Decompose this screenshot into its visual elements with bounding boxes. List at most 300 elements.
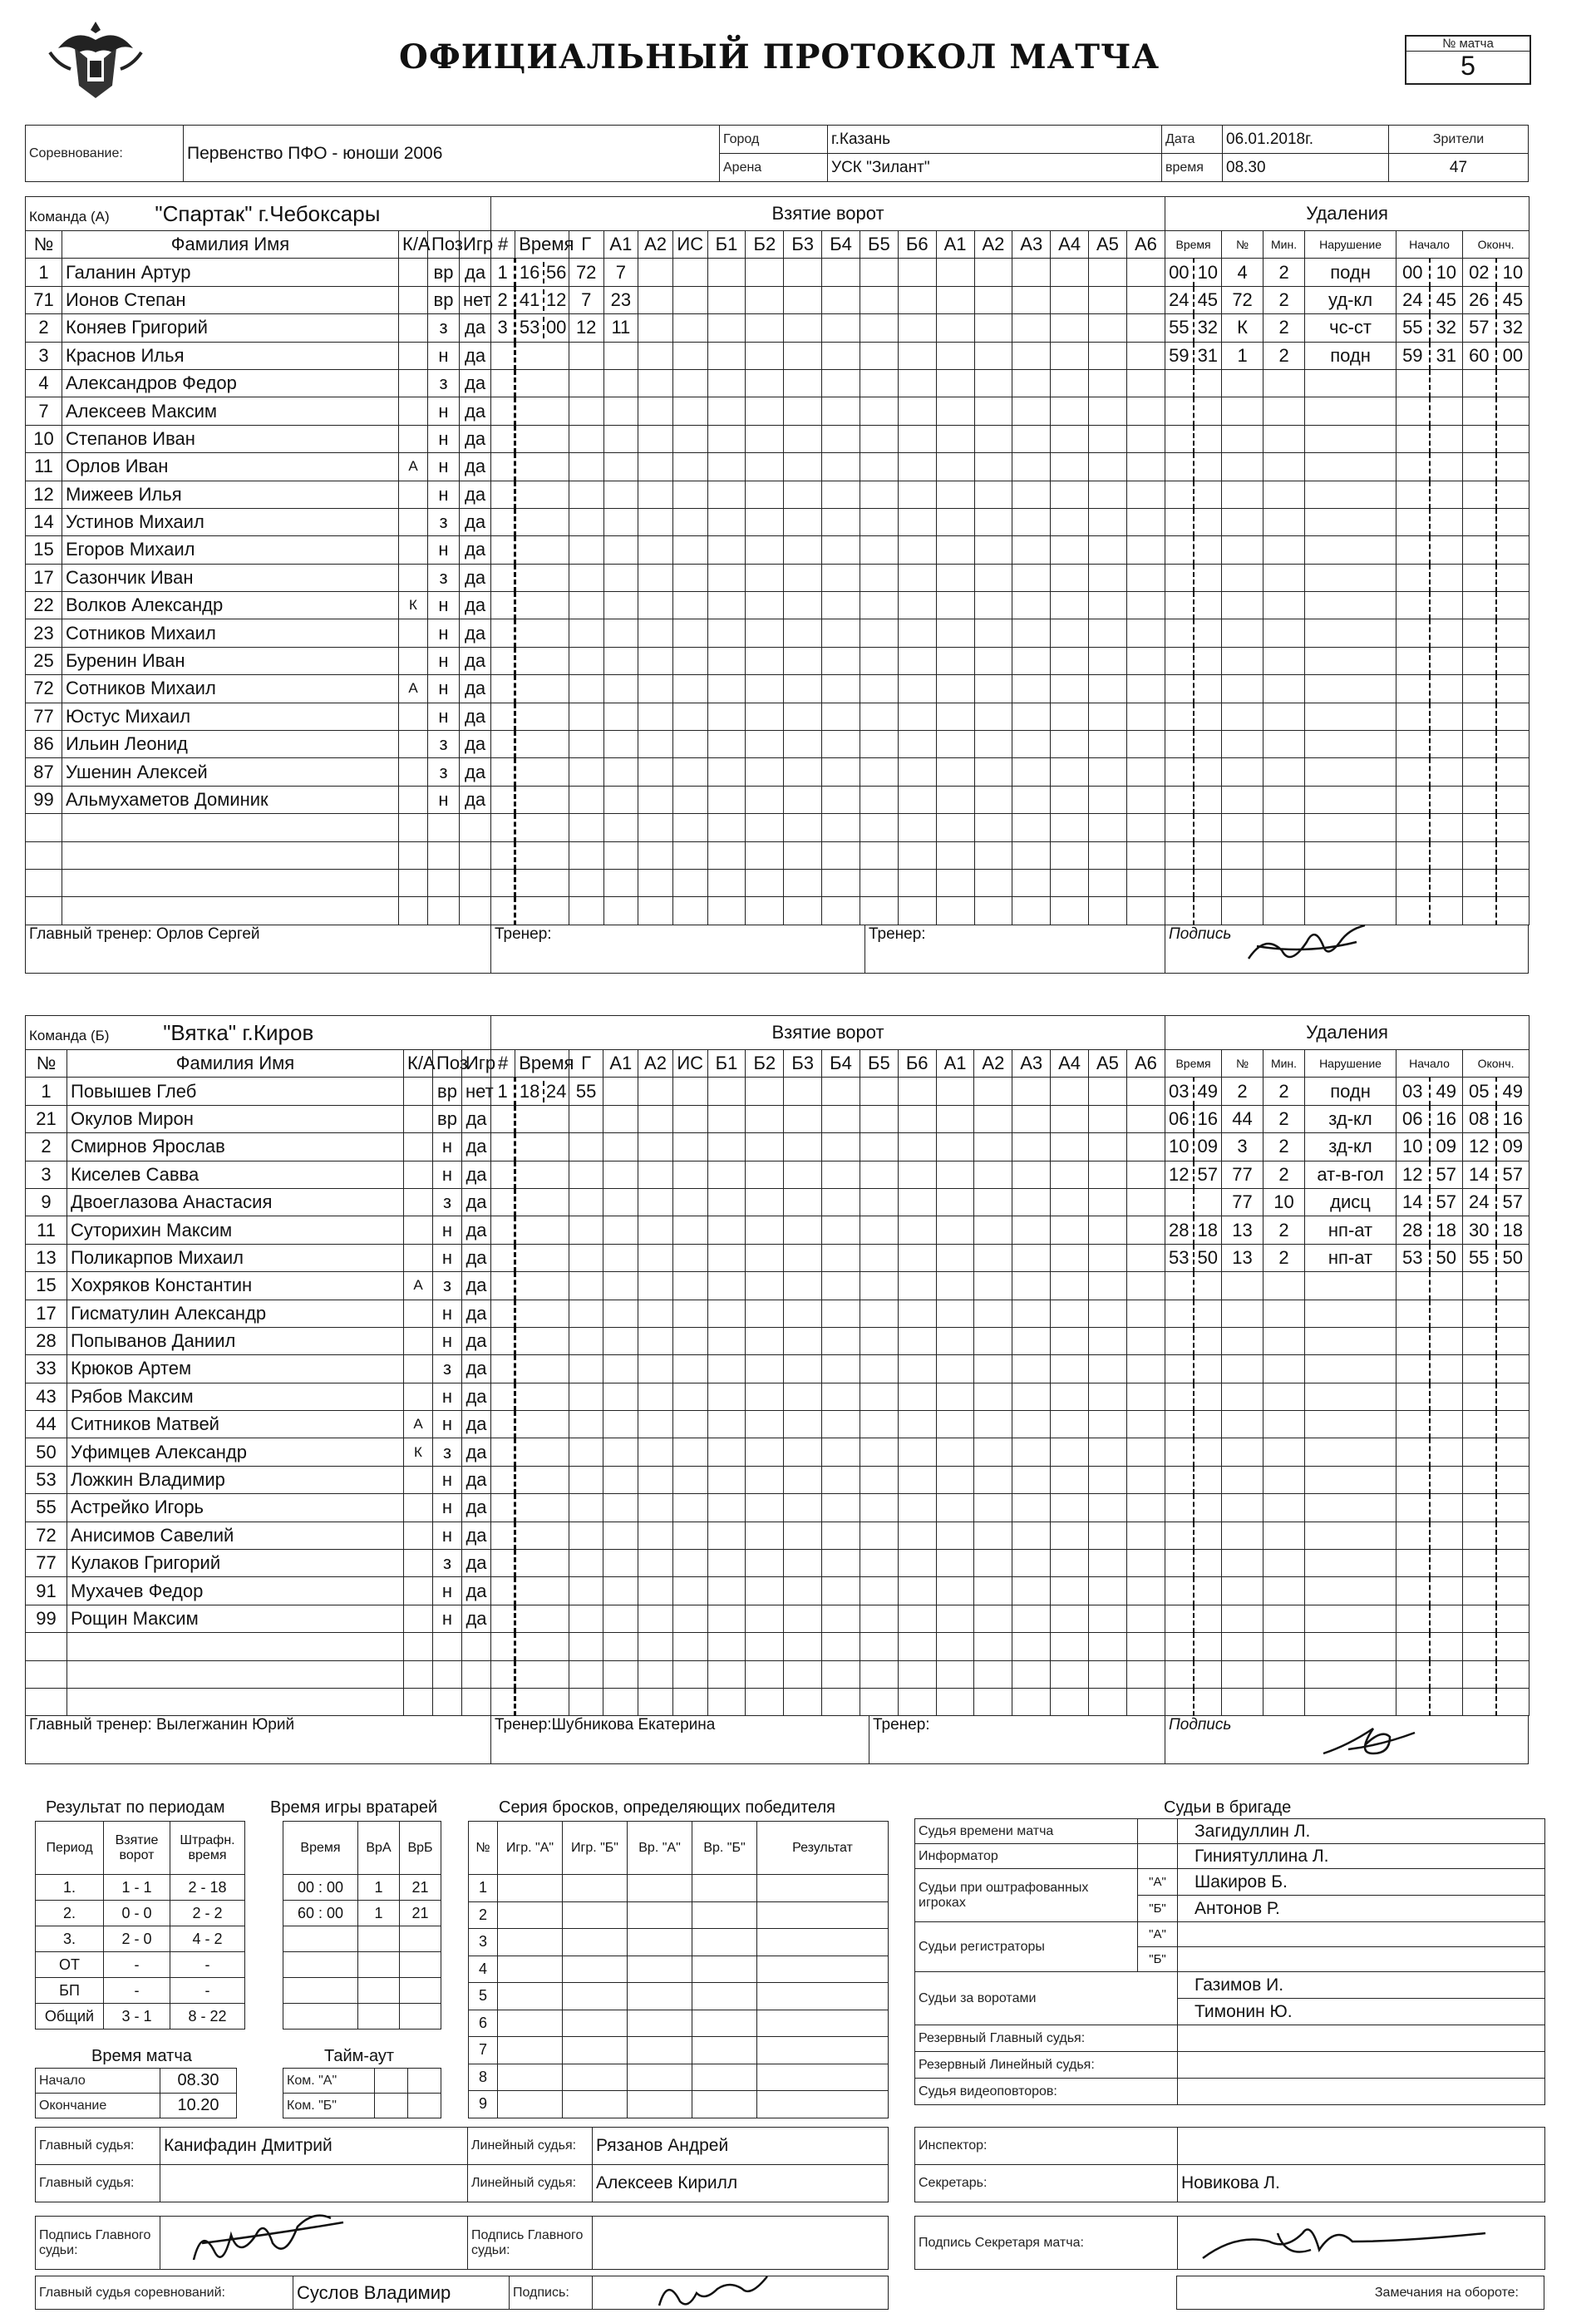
penalty-cell: [1430, 1522, 1463, 1549]
official-role: Судьи регистраторы: [915, 1922, 1138, 1972]
player-played: да: [462, 1383, 491, 1410]
penalty-cell: [1305, 758, 1396, 786]
goal-cell: [515, 841, 569, 869]
official-name: [1178, 1947, 1545, 1972]
penalty-cell: [1222, 869, 1264, 896]
goal-cell: [603, 1522, 638, 1549]
penalty-cell: [1463, 1688, 1496, 1715]
penalty-cell: [1496, 1633, 1530, 1660]
goal-cell: [974, 758, 1012, 786]
penalty-cell: [1194, 1633, 1222, 1660]
goal-cell: [603, 1300, 638, 1327]
penalty-row: [1165, 592, 1530, 619]
penalty-cell: [1194, 897, 1222, 925]
goal-cell: [898, 1494, 936, 1522]
goal-cell: [936, 259, 974, 286]
goal-cell: [603, 1133, 638, 1161]
goal-cell: [1051, 314, 1089, 342]
player-position: з: [433, 1272, 462, 1300]
penalty-cell: [1496, 841, 1530, 869]
goal-cell: [974, 453, 1012, 481]
goal-cell: [707, 1244, 746, 1271]
shootout-cell: [498, 1929, 563, 1956]
col-pim: Штрафн. время: [170, 1822, 245, 1875]
penalty-cell: [1222, 1411, 1264, 1438]
goal-cell: [784, 286, 822, 313]
penalty-cell: [1496, 619, 1530, 647]
goal-cell: [491, 814, 515, 841]
main-referee-2-label: Главный судья:: [36, 2165, 160, 2202]
match-start-value: 08.30: [160, 2069, 237, 2094]
goal-cell: [1126, 1522, 1165, 1549]
penalty-row: [1165, 1078, 1530, 1105]
player-captain-mark: [404, 1078, 433, 1105]
goal-cell: [822, 1466, 860, 1493]
player-row: [26, 1244, 491, 1271]
goal-cell: [898, 758, 936, 786]
goal-cell: [1012, 1688, 1051, 1715]
penalty-cell: 06: [1396, 1105, 1430, 1132]
goal-cell: [1012, 675, 1051, 703]
penalty-cell: [1396, 869, 1430, 896]
goal-row: [491, 1327, 1165, 1354]
penalty-cell: 32: [1430, 314, 1463, 342]
penalty-cell: 28: [1396, 1216, 1430, 1244]
player-played: да: [462, 1605, 491, 1632]
goal-cell: [515, 564, 569, 591]
penalty-cell: 03: [1396, 1078, 1430, 1105]
goal-cell: [707, 1438, 746, 1466]
player-number: 99: [26, 1605, 67, 1632]
goal-cell: [603, 1688, 638, 1715]
goal-cell: [936, 1577, 974, 1605]
penalty-cell: [1496, 1438, 1530, 1466]
goal-cell: [860, 1272, 898, 1300]
player-played: да: [460, 536, 491, 564]
penalty-cell: [1396, 814, 1430, 841]
player-captain-mark: [404, 1216, 433, 1244]
penalty-cell: 60: [1463, 342, 1496, 369]
sign-secretary-label: Подпись Секретаря матча:: [915, 2217, 1178, 2270]
match-end-label: Окончание: [36, 2094, 160, 2118]
referees-table: [35, 2127, 889, 2202]
goal-cell: [491, 1300, 515, 1327]
penalty-cell: 49: [1496, 1078, 1530, 1105]
penalty-cell: [1194, 675, 1222, 703]
goal-cell: [603, 1244, 638, 1271]
goal-cell: [784, 841, 822, 869]
main-referee-1: Канифадин Дмитрий: [160, 2128, 468, 2165]
goal-cell: 12: [569, 314, 603, 342]
goal-cell: [707, 259, 746, 286]
goals-col-header: А4: [1051, 1050, 1089, 1078]
period-cell: ОТ: [36, 1952, 104, 1978]
goal-cell: [603, 592, 638, 619]
shootout-col-header: Результат: [757, 1822, 889, 1875]
official-row: [915, 2079, 1545, 2105]
goal-cell: [569, 397, 603, 425]
goal-cell: [672, 259, 707, 286]
goal-cell: [746, 703, 784, 730]
goal-cell: [1051, 508, 1089, 535]
goalie-cell: 21: [400, 1875, 441, 1901]
goal-cell: [672, 814, 707, 841]
goal-cell: [746, 508, 784, 535]
goal-cell: [1089, 564, 1127, 591]
player-name: Киселев Савва: [67, 1161, 404, 1188]
player-position: н: [433, 1300, 462, 1327]
shootout-row: [469, 2010, 889, 2037]
goal-cell: [860, 758, 898, 786]
penalty-cell: [1496, 814, 1530, 841]
goal-row: [491, 342, 1165, 369]
player-number: 44: [26, 1411, 67, 1438]
player-row: [26, 314, 491, 342]
shootout-cell: [757, 2091, 889, 2118]
goal-cell: [822, 619, 860, 647]
team-b-head-coach: [26, 1716, 491, 1764]
goal-cell: [746, 564, 784, 591]
player-row: [26, 1633, 491, 1660]
penalty-cell: [1496, 536, 1530, 564]
goal-cell: [515, 397, 569, 425]
player-played: да: [460, 453, 491, 481]
goal-cell: [491, 786, 515, 813]
goals-col-header: Б5: [860, 231, 898, 259]
penalty-cell: 49: [1194, 1078, 1222, 1105]
penalty-row: [1165, 508, 1530, 535]
penalty-row: [1165, 1327, 1530, 1354]
goal-cell: [491, 1550, 515, 1577]
player-position: вр: [433, 1105, 462, 1132]
penalty-cell: уд-кл: [1305, 286, 1396, 313]
penalty-cell: [1264, 1355, 1305, 1383]
goalie-row: [283, 1901, 441, 1926]
penalty-cell: [1396, 1355, 1430, 1383]
goal-cell: [898, 1161, 936, 1188]
match-time-title: Время матча: [91, 2047, 192, 2065]
goal-cell: [860, 1605, 898, 1632]
penalty-cell: [1463, 1383, 1496, 1410]
signatures-table: [35, 2216, 889, 2270]
goal-cell: [672, 1244, 707, 1271]
goal-cell: [515, 1244, 569, 1271]
goal-cell: [707, 1688, 746, 1715]
shootout-cell: [692, 2091, 757, 2118]
goal-cell: [707, 1633, 746, 1660]
penalty-row: [1165, 1411, 1530, 1438]
goal-min: 41: [516, 289, 544, 311]
goal-cell: [784, 1550, 822, 1577]
player-position: н: [428, 453, 460, 481]
player-captain-mark: [404, 1605, 433, 1632]
team-b-coaches: [25, 1715, 1529, 1764]
penalty-cell: [1264, 731, 1305, 758]
player-number: 72: [26, 675, 62, 703]
penalty-cell: [1305, 1605, 1396, 1632]
player-number: 22: [26, 592, 62, 619]
penalty-cell: [1194, 619, 1222, 647]
goal-cell: [638, 869, 673, 896]
goals-col-header: Б6: [898, 231, 936, 259]
player-captain-mark: [404, 1577, 433, 1605]
player-number: 14: [26, 508, 62, 535]
penalty-cell: [1165, 1411, 1194, 1438]
goal-cell: [491, 647, 515, 674]
player-played: да: [460, 786, 491, 813]
team-b-coach-2: [869, 1716, 1165, 1764]
goal-cell: [1012, 1383, 1051, 1410]
goal-cell: [707, 731, 746, 758]
player-name: Ситников Матвей: [67, 1411, 404, 1438]
player-captain-mark: [404, 1188, 433, 1216]
penalty-cell: [1463, 425, 1496, 452]
player-number: 21: [26, 1105, 67, 1132]
player-row: [26, 564, 491, 591]
penalty-cell: [1194, 1577, 1222, 1605]
team-a-roster: [25, 196, 494, 925]
goal-cell: [1012, 1550, 1051, 1577]
goal-cell: [672, 342, 707, 369]
penalty-cell: [1194, 1327, 1222, 1354]
goal-cell: [1126, 1688, 1165, 1715]
goal-cell: [936, 592, 974, 619]
goal-cell: [860, 425, 898, 452]
player-name: Сазончик Иван: [62, 564, 399, 591]
goal-cell: [1051, 481, 1089, 508]
goal-cell: [515, 1383, 569, 1410]
time-value: 08.30: [1223, 154, 1389, 182]
penalty-cell: [1496, 703, 1530, 730]
goal-cell: [784, 1494, 822, 1522]
goal-cell: [707, 508, 746, 535]
penalty-cell: [1396, 703, 1430, 730]
goal-cell: [707, 1188, 746, 1216]
goal-cell: [1126, 1216, 1165, 1244]
goal-row: [491, 1577, 1165, 1605]
goals-col-header: А1: [936, 231, 974, 259]
team-b-section: [25, 1015, 1530, 1764]
penalty-cell: [1264, 1660, 1305, 1688]
timeout-b-value: [375, 2094, 408, 2118]
goal-cell: 7: [603, 259, 638, 286]
player-name: Ложкин Владимир: [67, 1466, 404, 1493]
penalty-cell: [1496, 1605, 1530, 1632]
secretary-signature: [1178, 2217, 1510, 2266]
team-b-penalties: [1165, 1015, 1530, 1716]
goalie-cell: [358, 1978, 400, 2004]
penalty-cell: [1463, 508, 1496, 535]
penalty-cell: [1194, 1688, 1222, 1715]
player-played: да: [462, 1216, 491, 1244]
penalty-cell: [1264, 592, 1305, 619]
goal-cell: [936, 314, 974, 342]
goal-cell: [898, 897, 936, 925]
goal-cell: 11: [603, 314, 638, 342]
goal-cell: [1051, 1605, 1089, 1632]
penalty-cell: [1463, 369, 1496, 397]
goal-cell: [860, 1383, 898, 1410]
competition-referee: Суслов Владимир: [293, 2276, 510, 2310]
penalty-cell: [1463, 731, 1496, 758]
goal-cell: [974, 1383, 1012, 1410]
goal-cell: [1088, 1660, 1126, 1688]
arena-label: Арена: [720, 154, 828, 182]
goal-cell: [491, 1494, 515, 1522]
goal-cell: [1126, 1327, 1165, 1354]
penalty-cell: 10: [1396, 1133, 1430, 1161]
player-number: 77: [26, 1550, 67, 1577]
goal-cell: [822, 397, 860, 425]
player-captain-mark: [399, 841, 428, 869]
player-name: Рощин Максим: [67, 1605, 404, 1632]
timeout-b-value-2: [408, 2094, 441, 2118]
penalty-cell: [1396, 1327, 1430, 1354]
goal-cell: [569, 1438, 603, 1466]
goal-cell: [672, 647, 707, 674]
goal-cell: [784, 453, 822, 481]
player-row: [26, 1161, 491, 1188]
goal-cell: [898, 564, 936, 591]
player-number: 53: [26, 1466, 67, 1493]
goal-cell: [1012, 1660, 1051, 1688]
penalty-cell: [1396, 1633, 1430, 1660]
player-played: да: [462, 1244, 491, 1271]
goal-cell: [1012, 1105, 1051, 1132]
goal-cell: [1051, 758, 1089, 786]
goal-cell: [1126, 1188, 1165, 1216]
penalty-cell: [1165, 897, 1194, 925]
goals-col-header: Б4: [822, 231, 860, 259]
goal-cell: [491, 1688, 515, 1715]
penalty-row: [1165, 786, 1530, 813]
goal-min: 16: [516, 262, 544, 284]
shootout-col-header: №: [469, 1822, 498, 1875]
penalty-cell: [1463, 1522, 1496, 1549]
goal-cell: [974, 1355, 1012, 1383]
shootout-cell: [498, 2091, 563, 2118]
goal-cell: [1089, 286, 1127, 313]
goal-cell: [1051, 564, 1089, 591]
player-name: Ушенин Алексей: [62, 758, 399, 786]
goal-row: [491, 814, 1165, 841]
sign-label: Подпись:: [510, 2276, 593, 2310]
penalty-cell: [1463, 1660, 1496, 1688]
player-number: 2: [26, 1133, 67, 1161]
goal-sec: 56: [545, 261, 567, 283]
goal-cell: [1012, 1188, 1051, 1216]
sign-main-2-label: Подпись Главного судьи:: [468, 2217, 593, 2270]
goal-cell: [860, 1105, 898, 1132]
goal-cell: [1126, 397, 1165, 425]
goal-cell: [936, 1105, 974, 1132]
goal-cell: [822, 841, 860, 869]
goal-cell: [936, 342, 974, 369]
player-row: [26, 286, 491, 313]
goal-cell: [746, 342, 784, 369]
penalty-row: [1165, 1188, 1530, 1216]
goal-cell: [860, 1577, 898, 1605]
goal-row: [491, 1383, 1165, 1410]
goal-cell: [746, 869, 784, 896]
goal-row: [491, 675, 1165, 703]
penalty-row: [1165, 647, 1530, 674]
player-captain-mark: [404, 1105, 433, 1132]
penalty-cell: К: [1222, 314, 1264, 342]
goal-cell: [822, 1188, 860, 1216]
player-captain-mark: К: [404, 1438, 433, 1466]
player-row: [26, 647, 491, 674]
player-played: да: [460, 508, 491, 535]
penalty-cell: [1396, 786, 1430, 813]
player-position: н: [433, 1522, 462, 1549]
goal-cell: [672, 453, 707, 481]
official-name: Загидуллин Л.: [1178, 1819, 1545, 1844]
player-number: 17: [26, 1300, 67, 1327]
goal-cell: [569, 869, 603, 896]
goal-cell: [860, 1550, 898, 1577]
goal-cell: [707, 536, 746, 564]
penalty-cell: [1264, 841, 1305, 869]
goal-cell: [491, 397, 515, 425]
goal-cell: [860, 1078, 898, 1105]
goal-cell: [822, 1272, 860, 1300]
goal-cell: [515, 869, 569, 896]
penalty-cell: 00: [1496, 342, 1530, 369]
team-b-header: [26, 1016, 491, 1050]
goal-cell: [491, 369, 515, 397]
penalty-cell: [1496, 481, 1530, 508]
penalty-row: [1165, 1355, 1530, 1383]
penalty-cell: [1430, 1272, 1463, 1300]
goal-cell: [569, 786, 603, 813]
penalty-cell: [1305, 1577, 1396, 1605]
goal-cell: [638, 508, 673, 535]
goal-cell: [603, 619, 638, 647]
goal-cell: [974, 342, 1012, 369]
player-name: Ионов Степан: [62, 286, 399, 313]
penalty-cell: [1430, 1633, 1463, 1660]
goal-cell: [1012, 259, 1051, 286]
goal-cell: [1126, 1550, 1165, 1577]
goal-row: [491, 786, 1165, 813]
timeout-title: Тайм-аут: [324, 2047, 395, 2065]
penalty-cell: [1305, 675, 1396, 703]
goal-cell: [936, 786, 974, 813]
goal-cell: [746, 481, 784, 508]
penalty-cell: [1194, 841, 1222, 869]
goals-col-header: А2: [974, 231, 1012, 259]
goal-cell: [822, 731, 860, 758]
goal-cell: [638, 1633, 673, 1660]
player-played: да: [460, 647, 491, 674]
goal-cell: [784, 786, 822, 813]
penalty-cell: [1496, 675, 1530, 703]
goals-col-header: А1: [936, 1050, 974, 1078]
penalty-cell: [1264, 1300, 1305, 1327]
goal-cell: [707, 314, 746, 342]
goal-cell: [784, 1188, 822, 1216]
goal-cell: [569, 1633, 603, 1660]
penalty-cell: [1430, 1466, 1463, 1493]
goal-cell: [707, 592, 746, 619]
goal-cell: [860, 1188, 898, 1216]
goal-cell: [974, 1660, 1012, 1688]
player-number: [26, 1633, 67, 1660]
penalty-cell: [1305, 731, 1396, 758]
player-captain-mark: [399, 536, 428, 564]
penalty-cell: [1396, 1550, 1430, 1577]
